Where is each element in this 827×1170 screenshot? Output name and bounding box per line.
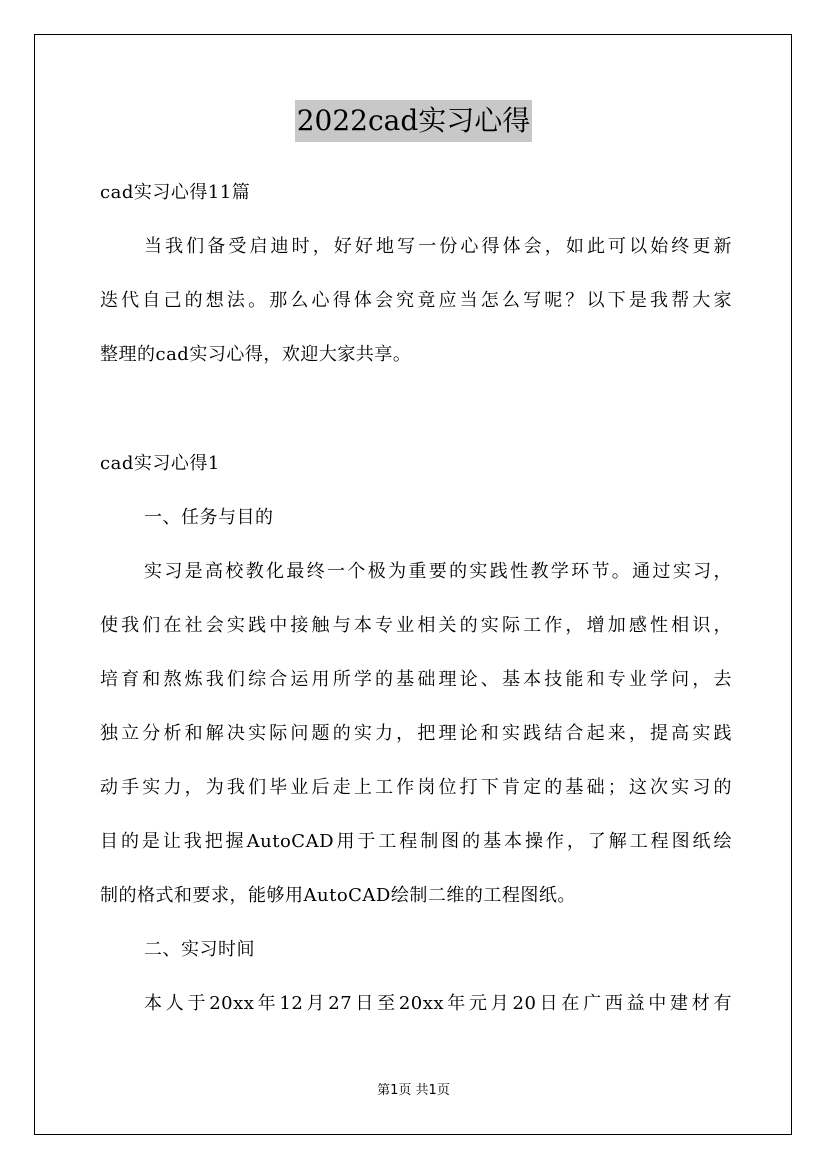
paragraph-line: 独立分析和解决实际问题的实力，把理论和实践结合起来，提高实践 [100, 723, 732, 744]
paragraph-line: 整理的cad实习心得，欢迎大家共享。 [100, 344, 412, 365]
paragraph-line: 当我们备受启迪时，好好地写一份心得体会，如此可以始终更新 [144, 236, 732, 257]
paragraph-line: 实习是高校教化最终一个极为重要的实践性教学环节。通过实习， [144, 561, 732, 582]
paragraph-line: 本人于20xx年12月27日至20xx年元月20日在广西益中建材有 [144, 993, 732, 1014]
paragraph-line: 目的是让我把握AutoCAD用于工程制图的基本操作，了解工程图纸绘 [100, 831, 732, 852]
paragraph-line: 动手实力，为我们毕业后走上工作岗位打下肯定的基础；这次实习的 [100, 777, 732, 798]
paragraph-line: 迭代自己的想法。那么心得体会究竟应当怎么写呢？以下是我帮大家 [100, 290, 732, 311]
section-heading: cad实习心得1 [100, 453, 220, 474]
title-container [0, 100, 827, 142]
subtitle-line: cad实习心得11篇 [100, 182, 251, 203]
page-footer: 第1页 共1页 [377, 1083, 450, 1098]
subsection-heading: 二、实习时间 [144, 939, 255, 960]
paragraph-line: 制的格式和要求，能够用AutoCAD绘制二维的工程图纸。 [100, 885, 576, 906]
paragraph-line: 使我们在社会实践中接触与本专业相关的实际工作，增加感性相识， [100, 615, 732, 636]
document-title: 2022cad实习心得 [295, 100, 533, 142]
paragraph-line: 培育和熬炼我们综合运用所学的基础理论、基本技能和专业学问，去 [100, 669, 732, 690]
subsection-heading: 一、任务与目的 [144, 507, 274, 528]
